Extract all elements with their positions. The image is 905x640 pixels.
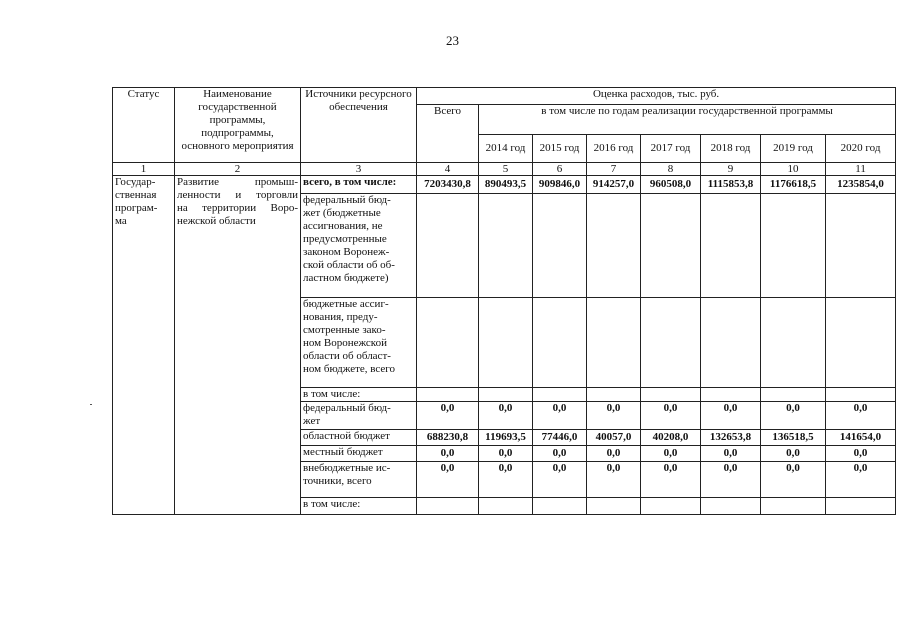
value-cell: 0,0 [701,462,761,498]
source-line: ассигнования, не [303,220,383,232]
source-line: жет (бюджетные [303,207,381,219]
value-cell: 40208,0 [641,430,701,446]
source-line: законом Воронеж- [303,246,390,258]
value-cell [761,298,826,388]
source-label: всего, в том числе: [303,176,397,188]
value-cell [587,298,641,388]
column-number: 2 [175,163,301,176]
header-year: 2019 год [761,135,826,163]
value-cell: 119693,5 [479,430,533,446]
value-cell: 0,0 [587,462,641,498]
value-cell [417,194,479,298]
value-cell [701,298,761,388]
value-cell: 0,0 [479,462,533,498]
column-number: 6 [533,163,587,176]
value-cell [533,498,587,515]
program-name-line: ленности и торговли [177,189,298,201]
value-cell: 7203430,8 [417,176,479,194]
value-cell [587,498,641,515]
header-name: Наименование государственной программы, подпрограммы, основного мероприятия [175,88,301,163]
value-cell [641,298,701,388]
value-cell: 0,0 [479,446,533,462]
value-cell [533,194,587,298]
value-cell [761,194,826,298]
header-year: 2018 год [701,135,761,163]
value-cell: 1235854,0 [826,176,896,194]
value-cell: 77446,0 [533,430,587,446]
value-cell: 0,0 [826,402,896,430]
source-label: в том числе: [303,498,361,510]
value-cell: 0,0 [533,462,587,498]
value-cell: 132653,8 [701,430,761,446]
value-cell: 0,0 [761,446,826,462]
header-status: Статус [113,88,175,163]
value-cell: 136518,5 [761,430,826,446]
value-cell: 0,0 [479,402,533,430]
value-cell: 0,0 [701,402,761,430]
source-label: областной бюджет [303,430,390,442]
header-year: 2016 год [587,135,641,163]
header-total: Всего [417,105,479,163]
header-year: 2020 год [826,135,896,163]
value-cell: 960508,0 [641,176,701,194]
column-number: 3 [301,163,417,176]
value-cell: 688230,8 [417,430,479,446]
header-sources: Источники ресурсного обеспечения [301,88,417,163]
column-number: 8 [641,163,701,176]
value-cell [761,388,826,402]
value-cell: 0,0 [587,446,641,462]
source-cell [301,498,417,515]
value-cell [826,388,896,402]
program-status-line: програм- [115,202,158,214]
value-cell [641,498,701,515]
value-cell: 0,0 [417,446,479,462]
value-cell [587,388,641,402]
value-cell [701,194,761,298]
value-cell: 0,0 [701,446,761,462]
header-by-years: в том числе по годам реализации государственной программы [479,105,896,135]
program-name [175,176,301,515]
source-line: ластном бюджете) [303,272,389,284]
program-name-line: на территории Воро- [177,202,298,214]
page-number: 23 [446,33,459,48]
source-line: смотренные зако- [303,324,386,336]
value-cell: 0,0 [533,402,587,430]
value-cell [479,298,533,388]
value-cell: 0,0 [826,462,896,498]
value-cell: 909846,0 [533,176,587,194]
source-label: в том числе: [303,388,361,400]
header-year: 2015 год [533,135,587,163]
value-cell [761,498,826,515]
value-cell: 890493,5 [479,176,533,194]
value-cell: 0,0 [533,446,587,462]
value-cell [701,388,761,402]
header-year: 2017 год [641,135,701,163]
source-cell [301,446,417,462]
source-line: жет [303,415,321,427]
source-line: точники, всего [303,475,372,487]
column-number: 11 [826,163,896,176]
source-line: федеральный бюд- [303,194,391,206]
value-cell [641,194,701,298]
value-cell [533,388,587,402]
value-cell [417,388,479,402]
source-line: внебюджетные ис- [303,462,391,474]
value-cell: 141654,0 [826,430,896,446]
program-name-line: Развитие промыш- [177,176,298,188]
value-cell: 1176618,5 [761,176,826,194]
header-year: 2014 год [479,135,533,163]
value-cell: 0,0 [826,446,896,462]
program-status-line: ма [115,215,127,227]
value-cell: 0,0 [417,402,479,430]
source-line: ской области об об- [303,259,395,271]
expense-table [112,87,896,515]
value-cell: 0,0 [761,462,826,498]
source-cell [301,298,417,388]
value-cell [417,298,479,388]
value-cell [826,498,896,515]
value-cell [479,498,533,515]
source-cell [301,176,417,194]
value-cell: 1115853,8 [701,176,761,194]
value-cell [826,298,896,388]
value-cell [641,388,701,402]
program-status [113,176,175,515]
source-line: ном бюджете, всего [303,363,396,375]
source-line: области об област- [303,350,391,362]
value-cell [587,194,641,298]
value-cell: 0,0 [417,462,479,498]
value-cell: 0,0 [641,402,701,430]
program-status-line: Государ- [115,176,156,188]
value-cell [701,498,761,515]
stray-mark [90,404,92,405]
source-line: бюджетные ассиг- [303,298,389,310]
column-number: 10 [761,163,826,176]
source-cell [301,462,417,498]
source-line: нования, преду- [303,311,378,323]
value-cell [479,194,533,298]
column-number: 4 [417,163,479,176]
source-line: ном Воронежской [303,337,387,349]
value-cell: 0,0 [761,402,826,430]
source-cell [301,388,417,402]
source-cell [301,194,417,298]
program-status-line: ственная [115,189,157,201]
source-line: предусмотренные [303,233,387,245]
program-name-line: нежской области [177,215,256,227]
value-cell: 40057,0 [587,430,641,446]
source-line: федеральный бюд- [303,402,391,414]
column-number: 1 [113,163,175,176]
column-number: 7 [587,163,641,176]
source-cell [301,402,417,430]
source-label: местный бюджет [303,446,383,458]
column-number: 5 [479,163,533,176]
value-cell: 914257,0 [587,176,641,194]
value-cell [826,194,896,298]
value-cell: 0,0 [641,446,701,462]
value-cell [479,388,533,402]
value-cell: 0,0 [641,462,701,498]
header-estimate: Оценка расходов, тыс. руб. [417,88,896,105]
value-cell [417,498,479,515]
value-cell: 0,0 [587,402,641,430]
value-cell [533,298,587,388]
source-cell [301,430,417,446]
table-row [113,176,896,194]
column-number: 9 [701,163,761,176]
